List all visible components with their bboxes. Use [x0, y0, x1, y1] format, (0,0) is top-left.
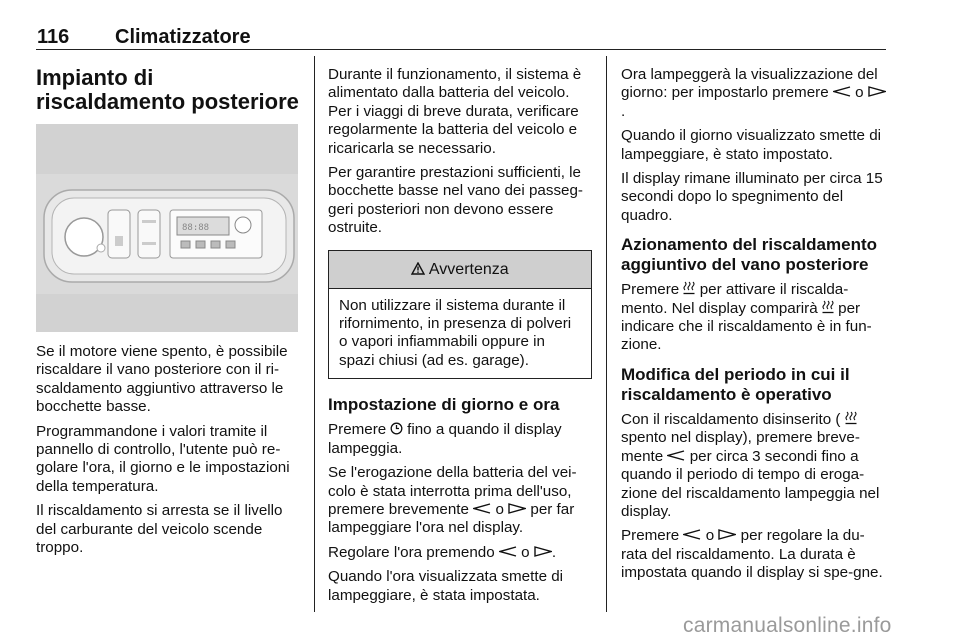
paragraph: Durante il funzionamento, il sistema è alimentato dalla batteria del veicolo. Per i viaggi di breve durata, verificare regolarmente la batteria del veicolo e ricaricarla se necessario. — [328, 66, 582, 157]
watermark: carmanualsonline.info — [683, 614, 892, 637]
warning-triangle-icon — [411, 261, 429, 278]
warning-title: Avvertenza — [428, 260, 509, 278]
left-arrow-icon — [833, 84, 851, 101]
heater-icon — [845, 411, 857, 428]
control-panel-illustration — [36, 124, 298, 332]
right-arrow-icon — [868, 84, 886, 101]
heater-icon — [822, 300, 834, 317]
section-title: Climatizzatore — [115, 26, 251, 48]
clock-icon — [390, 422, 407, 437]
heater-icon — [683, 281, 695, 298]
column-2 — [328, 66, 592, 611]
left-arrow-icon — [499, 544, 517, 561]
subheading: Modifica del periodo in cui il riscaldamento è operativo — [621, 364, 850, 404]
column-3 — [621, 66, 887, 589]
paragraph: Se l'erogazione della batteria del vei-colo è stata interrotta prima dell'uso, premere brevemente o per far lampeggiare l'ora nel display. — [328, 464, 577, 537]
page-heading: Impianto di riscaldamento posteriore — [36, 65, 299, 114]
paragraph: Premere o per regolare la du-rata del riscaldamento. La durata è impostata quando il display si spe-gne. — [621, 527, 883, 582]
paragraph: Quando l'ora visualizzata smette di lampeggiare, è stata impostata. — [328, 568, 564, 604]
column-divider — [606, 56, 607, 612]
left-arrow-icon — [473, 501, 491, 518]
paragraph: Premere per attivare il riscalda-mento. Nel display comparirà per indicare che il riscaldamento è in fun-zione. — [621, 281, 872, 354]
subheading: Impostazione di giorno e ora — [328, 395, 560, 415]
warning-body: Non utilizzare il sistema durante il rifornimento, in presenza di polveri o vapori infiammabili oppure in spazi chiusi (ad es. garage). — [339, 296, 572, 369]
paragraph: Programmandone i valori tramite il pannello di controllo, l'utente può re-golare l'ora, il giorno e le impostazioni della temperatura. — [36, 422, 290, 495]
left-arrow-icon — [683, 527, 701, 544]
warning-box — [328, 250, 592, 380]
column-1 — [36, 343, 300, 563]
paragraph: Regolare l'ora premendo o . — [328, 543, 557, 561]
paragraph: Con il riscaldamento disinserito ( spento nel display), premere breve-mente per circa 3 secondi fino a quando il periodo di tempo di eroga-zione del riscaldamento lampeggia nel display. — [621, 410, 880, 520]
paragraph: Ora lampeggerà la visualizzazione del giorno: per impostarlo premere o . — [621, 66, 887, 121]
paragraph: Per garantire prestazioni sufficienti, le bocchette basse nel vano dei passeg-geri posteriori non devono essere ostruite. — [328, 164, 583, 237]
page-number: 116 — [37, 26, 70, 48]
warning-header — [329, 251, 591, 289]
paragraph: Il riscaldamento si arresta se il livello del carburante del veicolo scende troppo. — [36, 502, 283, 557]
right-arrow-icon — [718, 527, 736, 544]
paragraph: Quando il giorno visualizzato smette di lampeggiare, è stato impostato. — [621, 127, 882, 163]
header-rule — [36, 49, 886, 50]
left-arrow-icon — [667, 448, 685, 465]
subheading: Azionamento del riscaldamento aggiuntivo del vano posteriore — [621, 235, 877, 275]
right-arrow-icon — [508, 501, 526, 518]
paragraph: Premere fino a quando il display lampeggia. — [328, 421, 562, 457]
paragraph: Se il motore viene spento, è possibile riscaldare il vano posteriore con il ri-scaldamento aggiuntivo attraverso le bocchette basse. — [36, 343, 288, 416]
paragraph: Il display rimane illuminato per circa 15 secondi dopo lo spegnimento del quadro. — [621, 170, 883, 224]
svg-text:88:88: 88:88 — [182, 223, 210, 233]
right-arrow-icon — [534, 544, 552, 561]
column-divider — [314, 56, 315, 612]
